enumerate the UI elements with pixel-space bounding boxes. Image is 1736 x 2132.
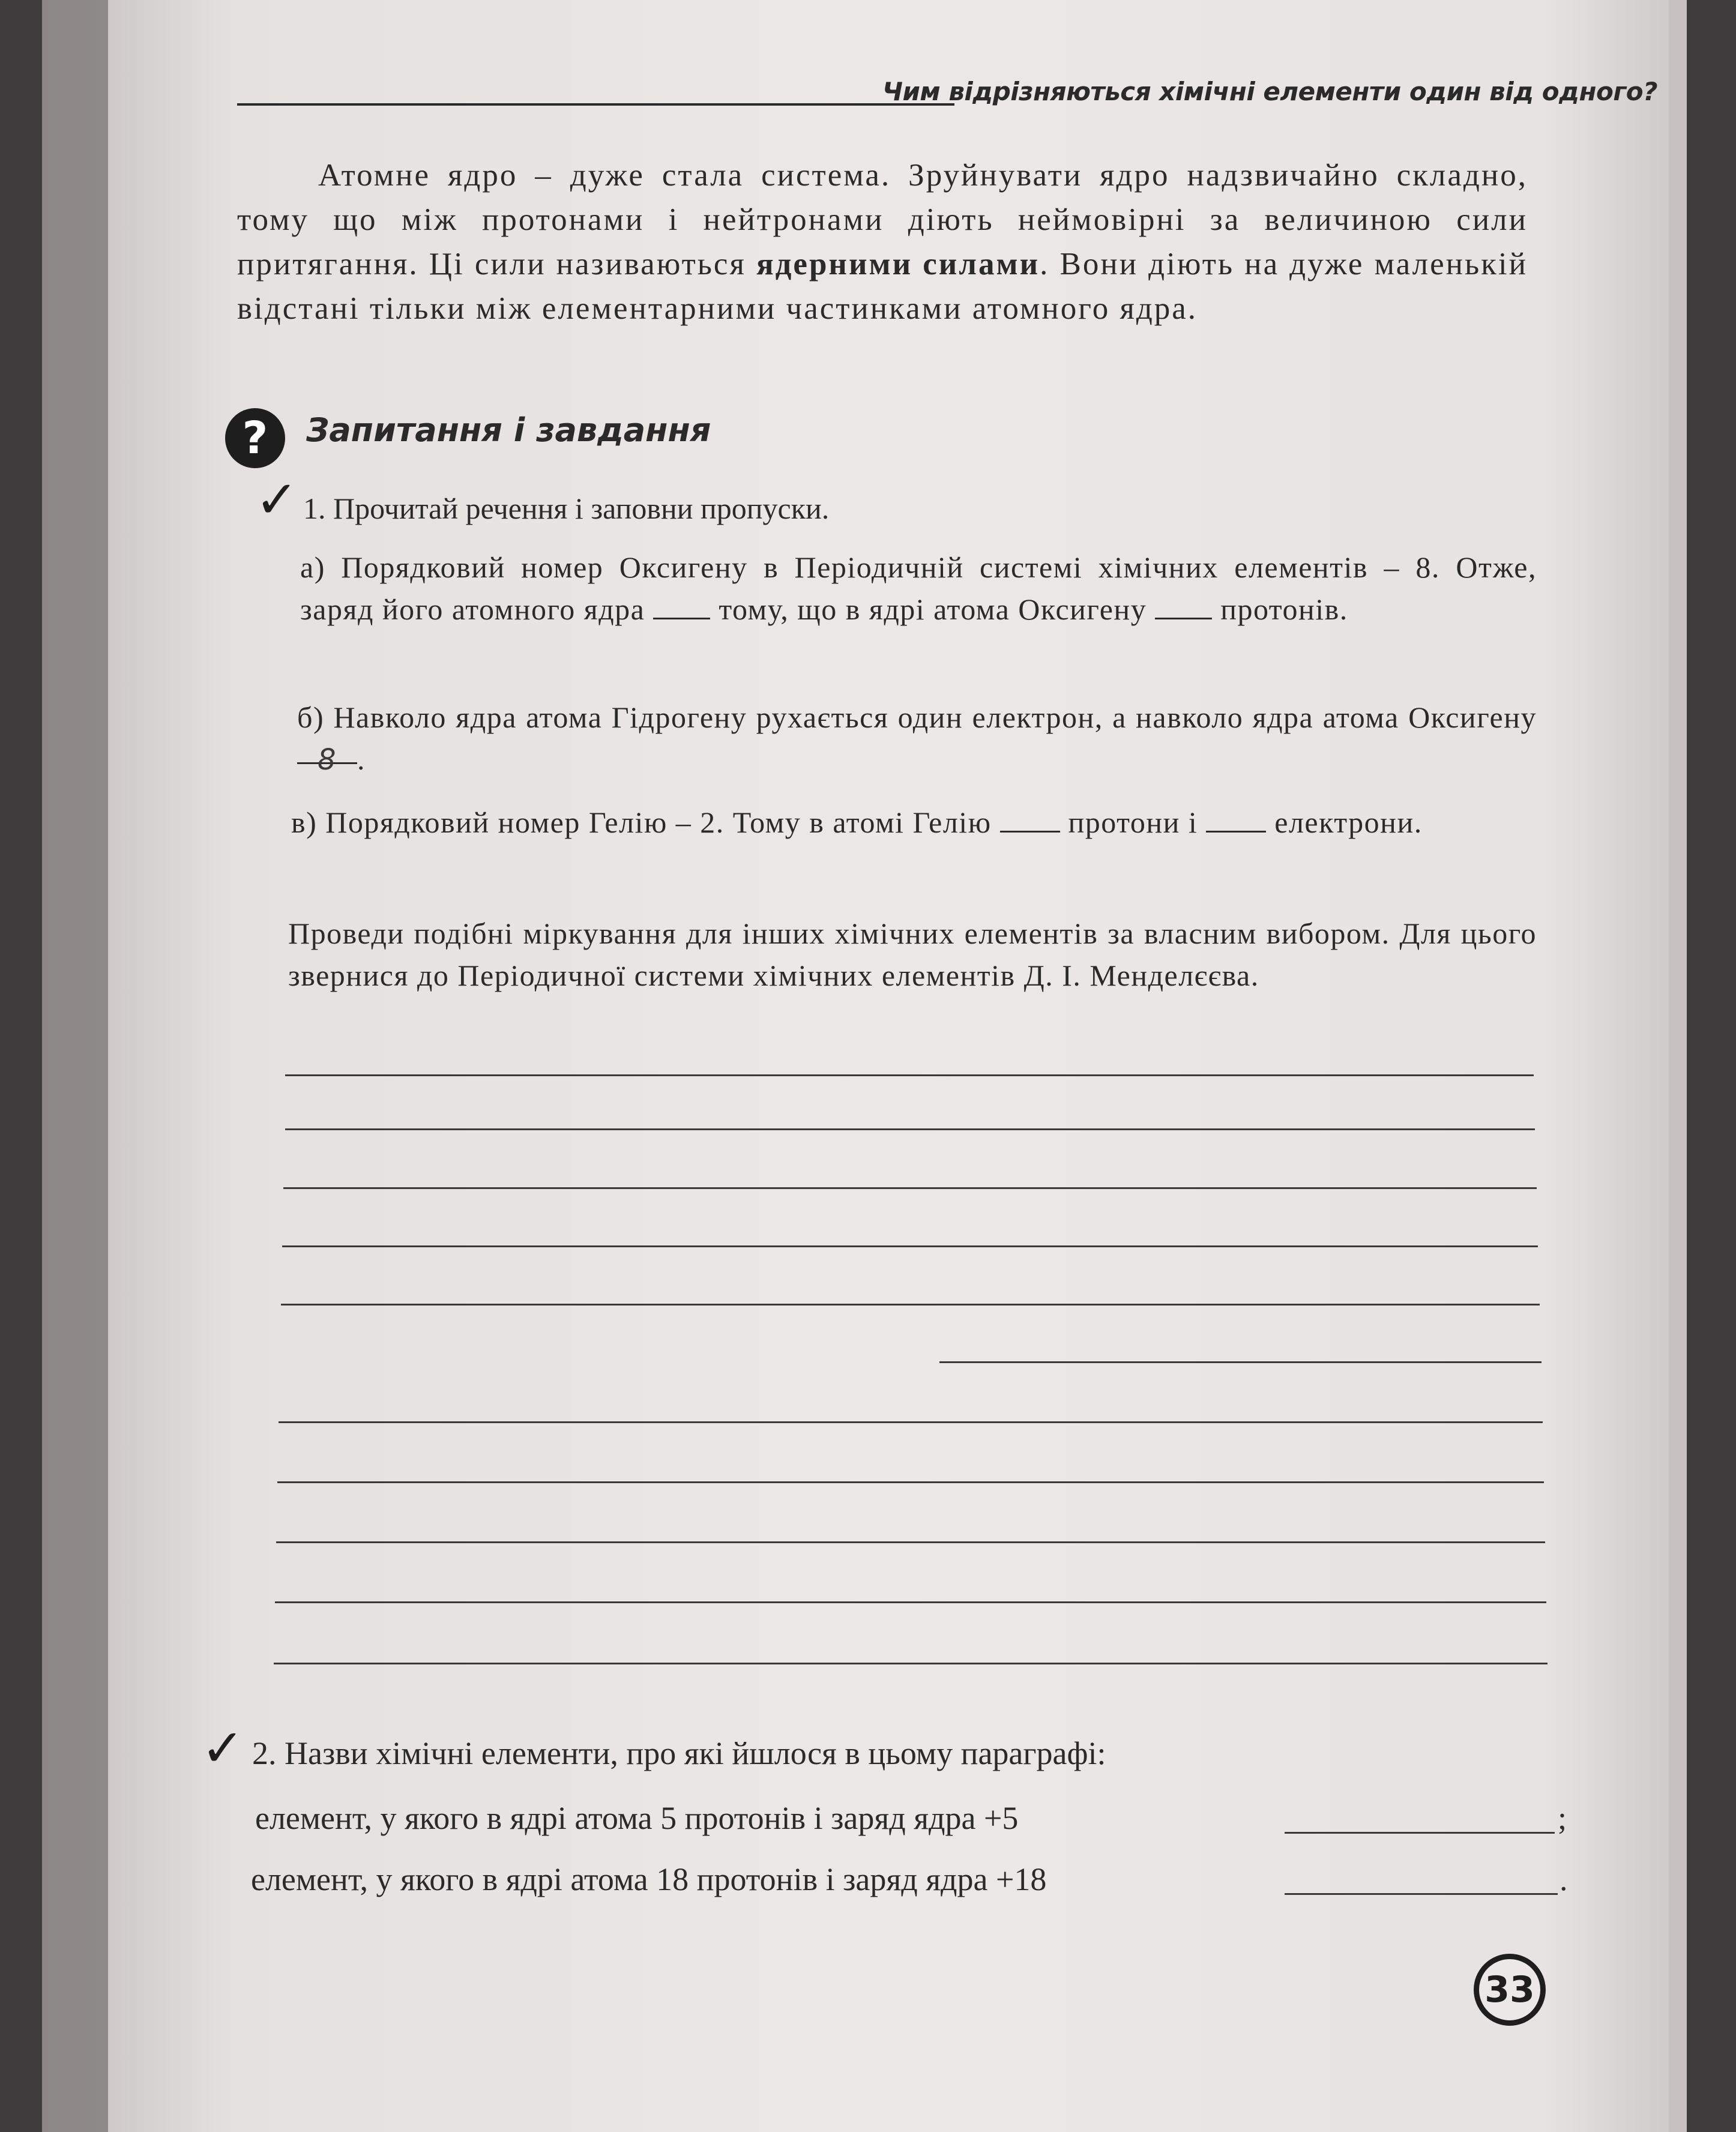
section-title: Запитання і завдання xyxy=(306,411,711,449)
blank-protons[interactable] xyxy=(1155,594,1212,619)
blank-helium-electrons[interactable] xyxy=(1206,807,1266,833)
task1-item-v xyxy=(291,801,1537,843)
intro-text-2: . Вони діють на дуже маленькій відстані тільки між елементарними частинками атомного ядра. xyxy=(237,247,1528,326)
writing-line[interactable] xyxy=(285,1128,1535,1130)
task1-reasoning: Проведи подібні міркування для інших хімічних елементів за власним вибором. Для цього звернися до Періодичної системи хімічних елементів Д. І. Менделєєва. xyxy=(288,917,1537,992)
workbook-page xyxy=(108,0,1669,2132)
checkmark-icon: ✓ xyxy=(255,470,299,530)
task1-v-text-3: електрони. xyxy=(1266,806,1423,839)
task1-item-a xyxy=(300,546,1537,630)
task2-line-2-end: . xyxy=(1560,1861,1568,1897)
task1-heading: 1. Прочитай речення і заповни пропуски. xyxy=(303,492,830,525)
task1-a-text-1: а) Порядковий номер Оксигену в Періодичній системі хімічних елементів – 8. Отже, заряд його атомного ядра xyxy=(300,550,1537,626)
answer-line-2[interactable] xyxy=(1285,1893,1558,1895)
intro-bold-term: ядерними силами xyxy=(756,247,1040,282)
intro-text-1: Атомне ядро – дуже стала система. Зруйнувати ядро надзвичайно складно, тому що між протонами і нейтронами діють неймовірні за величиною сили притягання. Ці сили називаються xyxy=(237,158,1528,282)
blank-charge[interactable] xyxy=(653,594,710,619)
question-mark-icon: ? xyxy=(225,408,285,468)
writing-line[interactable] xyxy=(285,1074,1534,1076)
task2-line-1: елемент, у якого в ядрі атома 5 протонів і заряд ядра +5 xyxy=(255,1800,1019,1836)
writing-line[interactable] xyxy=(275,1601,1546,1603)
writing-line[interactable] xyxy=(274,1663,1548,1664)
task1-b-text-2: . xyxy=(357,742,366,776)
writing-line[interactable] xyxy=(282,1245,1538,1247)
task1-a-text-2: тому, що в ядрі атома Оксигену xyxy=(710,592,1156,626)
task2-line-1-end: ; xyxy=(1558,1800,1567,1836)
running-header: Чим відрізняються хімічні елементи один від одного? xyxy=(882,77,1657,106)
writing-line[interactable] xyxy=(281,1304,1540,1305)
task1-v-text-2: протони і xyxy=(1059,806,1207,839)
blank-helium-protons[interactable] xyxy=(1000,807,1060,833)
writing-line[interactable] xyxy=(279,1421,1543,1423)
task2-line-2: елемент, у якого в ядрі атома 18 протонів і заряд ядра +18 xyxy=(251,1861,1047,1897)
task1-v-text-1: в) Порядковий номер Гелію – 2. Тому в атомі Гелію xyxy=(291,806,1000,839)
task2-heading: 2. Назви хімічні елементи, про які йшлося в цьому параграфі: xyxy=(252,1735,1106,1771)
page-number: 33 xyxy=(1474,1954,1546,2026)
task1-a-text-3: протонів. xyxy=(1212,592,1348,626)
header-rule xyxy=(237,103,954,106)
writing-line[interactable] xyxy=(277,1481,1544,1483)
task1-b-text-1: б) Навколо ядра атома Гідрогену рухається один електрон, а навколо ядра атома Оксигену xyxy=(297,700,1537,734)
writing-line[interactable] xyxy=(276,1541,1545,1543)
intro-paragraph xyxy=(237,153,1528,331)
checkmark-icon: ✓ xyxy=(201,1718,245,1778)
writing-line[interactable] xyxy=(939,1361,1542,1363)
task1-item-b xyxy=(297,696,1537,780)
handwritten-answer: 8 xyxy=(317,743,337,777)
answer-line-1[interactable] xyxy=(1285,1832,1555,1834)
blank-oxygen-electrons[interactable] xyxy=(297,738,357,777)
writing-line[interactable] xyxy=(283,1187,1537,1189)
